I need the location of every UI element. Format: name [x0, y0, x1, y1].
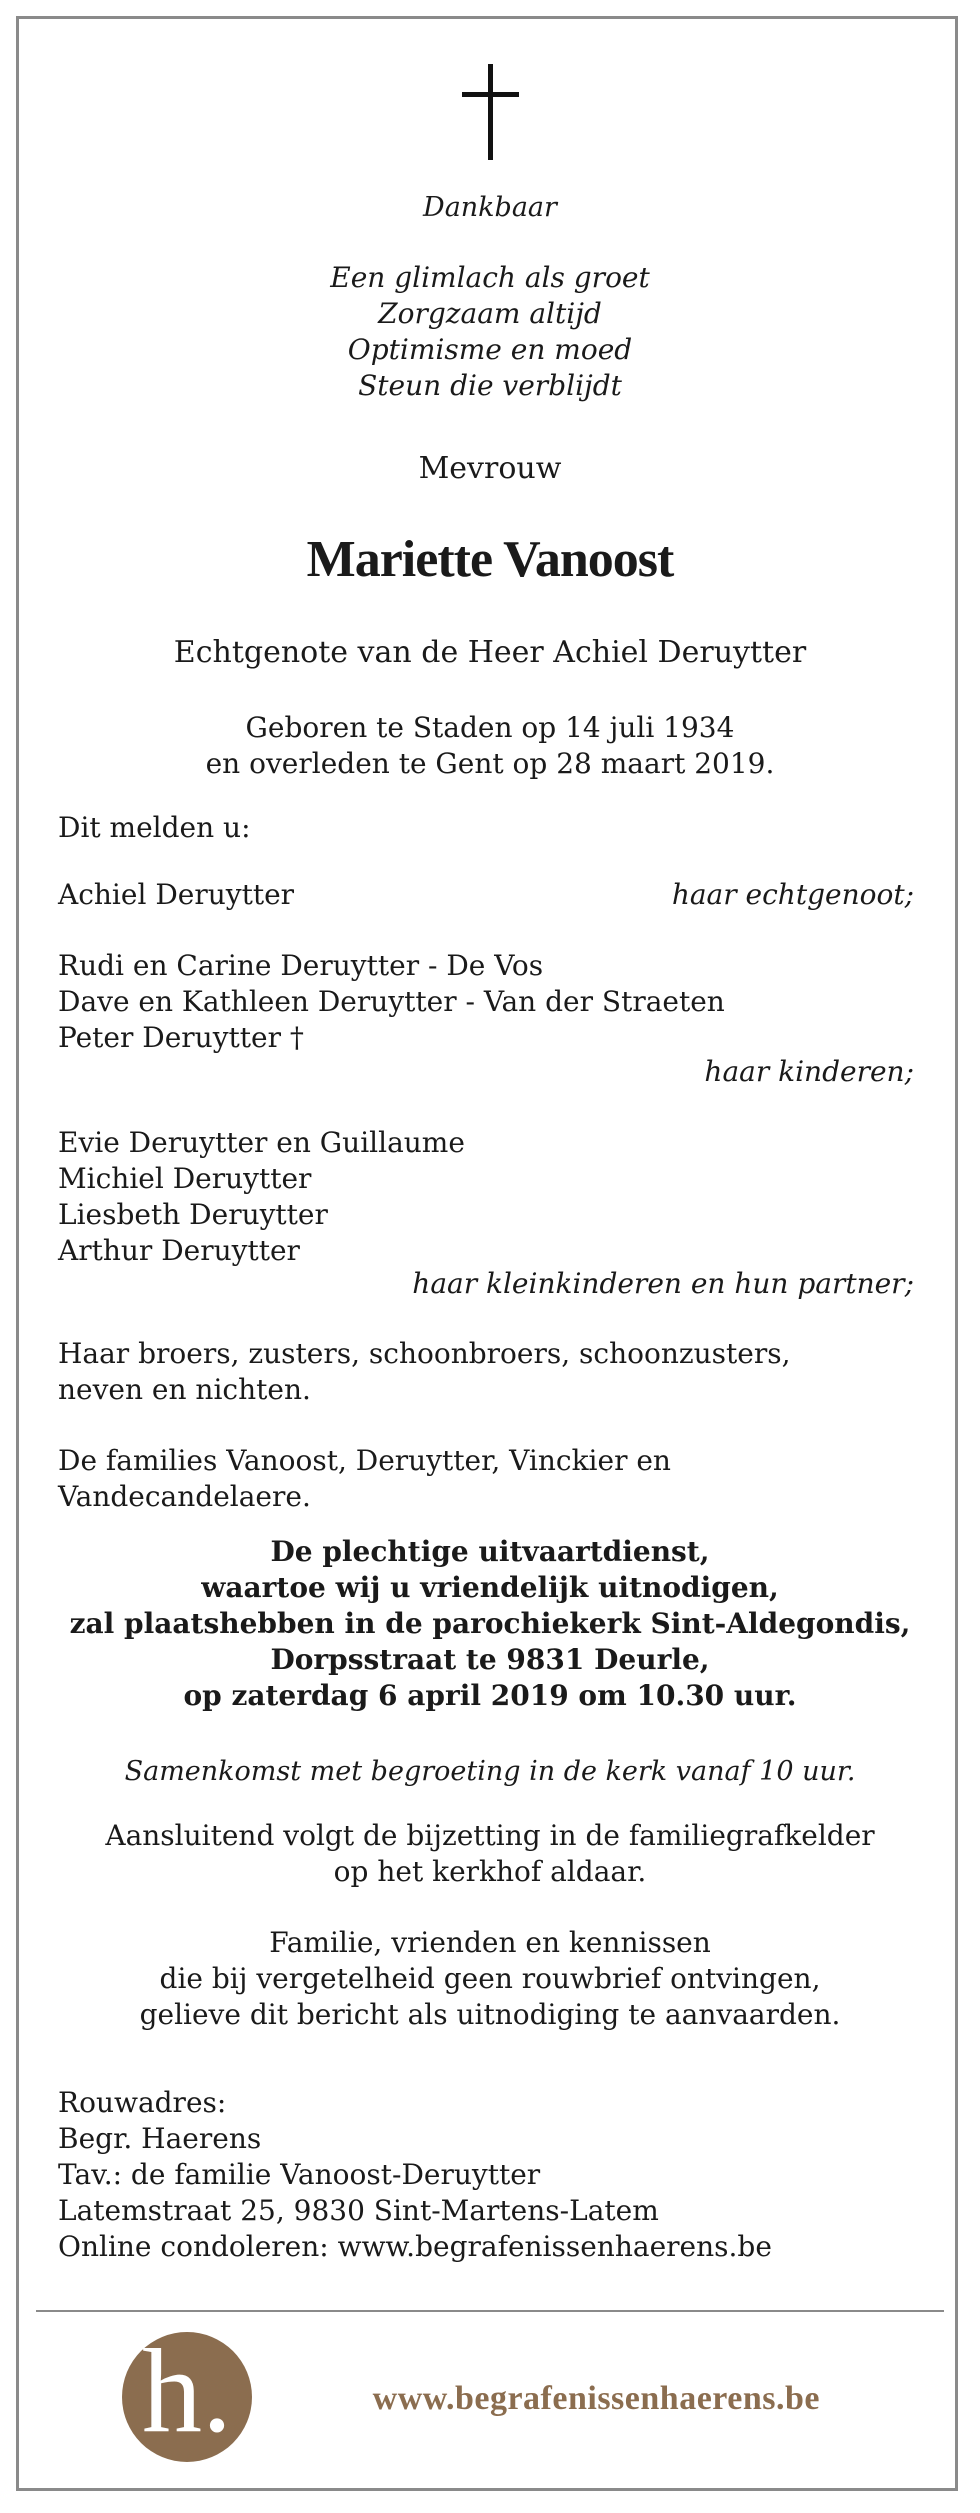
funeral-home-logo: h. [122, 2332, 252, 2462]
list-item: Liesbeth Deruytter [58, 1198, 328, 1231]
death-line: en overleden te Gent op 28 maart 2019. [205, 747, 775, 780]
relatives [58, 1336, 791, 1408]
list-item: Arthur Deruytter [58, 1234, 300, 1267]
mourning-address [58, 2085, 772, 2265]
address-line: Latemstraat 25, 9830 Sint-Martens-Latem [58, 2194, 659, 2227]
spouse-role: haar echtgenoot; [671, 878, 914, 911]
intro-line: Dit melden u: [58, 811, 251, 844]
service-line: op zaterdag 6 april 2019 om 10.30 uur. [183, 1679, 797, 1712]
salutation: Mevrouw [418, 451, 562, 486]
spouse-name: Achiel Deruytter [58, 878, 295, 911]
service-details [0, 1534, 980, 1714]
poem-line: Steun die verblijdt [358, 369, 622, 402]
families [58, 1443, 671, 1515]
service-line: waartoe wij u vriendelijk uitnodigen, [201, 1571, 779, 1604]
text-line: Haar broers, zusters, schoonbroers, schoonzusters, [58, 1337, 791, 1370]
grandchildren-role: haar kleinkinderen en hun partner; [412, 1267, 914, 1300]
text-line: op het kerkhof aldaar. [333, 1855, 647, 1888]
poem-line: Optimisme en moed [347, 333, 633, 366]
address-line: Online condoleren: www.begrafenissenhaerens.be [58, 2230, 772, 2263]
grandchildren-list [58, 1125, 465, 1269]
text-line: Aansluitend volgt de bijzetting in de familiegrafkelder [105, 1819, 875, 1852]
gathering-note: Samenkomst met begroeting in de kerk vanaf 10 uur. [124, 1756, 856, 1787]
dankbaar: Dankbaar [423, 192, 557, 223]
children-list [58, 948, 725, 1056]
birth-line: Geboren te Staden op 14 juli 1934 [245, 711, 735, 744]
text-line: De families Vanoost, Deruytter, Vinckier en [58, 1444, 671, 1477]
text-line: neven en nichten. [58, 1373, 311, 1406]
list-item: Dave en Kathleen Deruytter - Van der Straeten [58, 985, 725, 1018]
dates [0, 710, 980, 782]
list-item: Michiel Deruytter [58, 1162, 312, 1195]
list-item: Peter Deruytter † [58, 1021, 304, 1054]
poem-line: Zorgzaam altijd [378, 297, 602, 330]
address-line: Rouwadres: [58, 2086, 227, 2119]
burial-note [0, 1818, 980, 1890]
text-line: Vandecandelaere. [58, 1480, 311, 1513]
cross-icon [0, 64, 980, 160]
invitation-note [0, 1925, 980, 2033]
list-item: Rudi en Carine Deruytter - De Vos [58, 949, 544, 982]
text-line: Familie, vrienden en kennissen [269, 1926, 711, 1959]
deceased-name: Mariette Vanoost [306, 531, 674, 588]
children-role: haar kinderen; [704, 1055, 914, 1088]
divider [36, 2310, 944, 2312]
poem-line: Een glimlach als groet [330, 261, 650, 294]
service-line: Dorpsstraat te 9831 Deurle, [270, 1643, 710, 1676]
list-item: Evie Deruytter en Guillaume [58, 1126, 465, 1159]
text-line: gelieve dit bericht als uitnodiging te aanvaarden. [139, 1998, 841, 2031]
service-line: zal plaatshebben in de parochiekerk Sint-Aldegondis, [69, 1607, 911, 1640]
website-link[interactable]: www.begrafenissenhaerens.be [372, 2380, 820, 2417]
spouse-line: Echtgenote van de Heer Achiel Deruytter [173, 635, 807, 670]
poem [0, 260, 980, 404]
service-line: De plechtige uitvaartdienst, [270, 1535, 710, 1568]
address-line: Begr. Haerens [58, 2122, 262, 2155]
address-line: Tav.: de familie Vanoost-Deruytter [58, 2158, 541, 2191]
text-line: die bij vergetelheid geen rouwbrief ontvingen, [159, 1962, 821, 1995]
